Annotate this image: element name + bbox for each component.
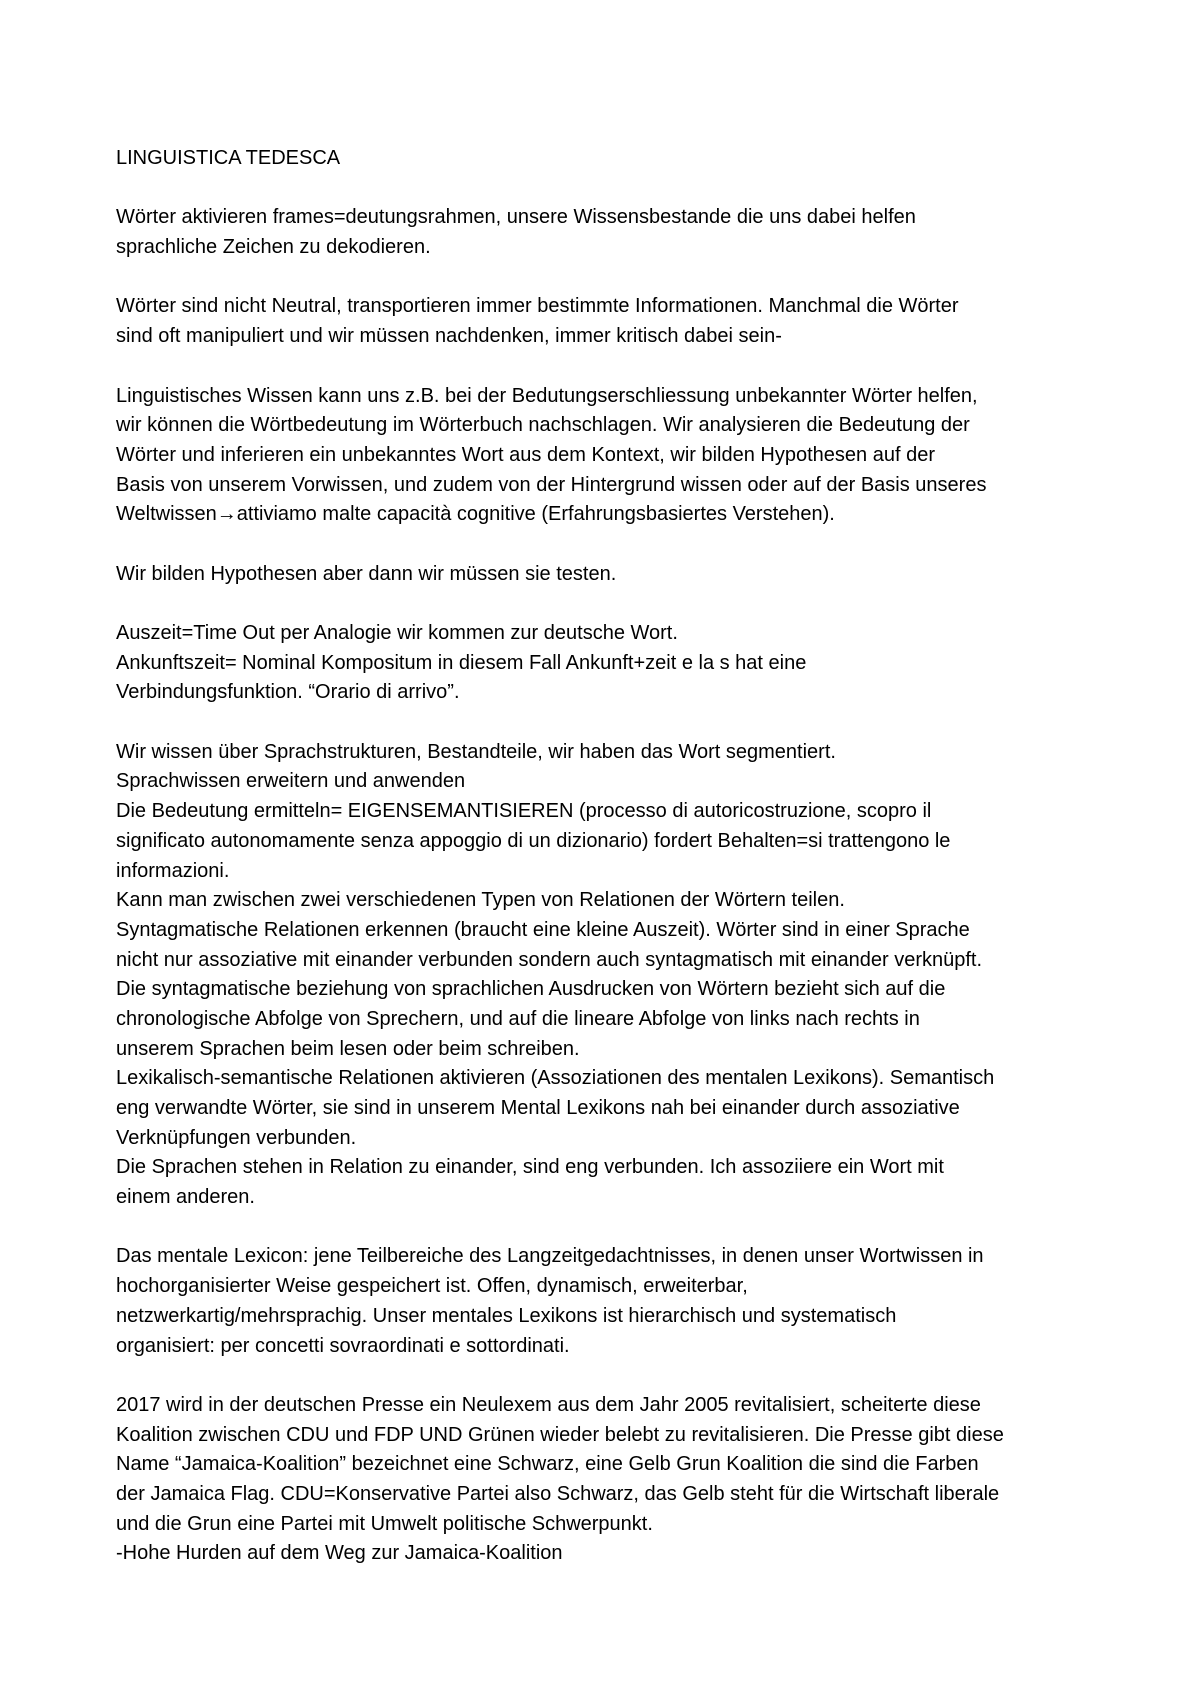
paragraph-gap [116,263,1106,293]
paragraph-gap [116,1213,1106,1243]
text-line: Basis von unserem Vorwissen, und zudem von der Hintergrund wissen oder auf der Basis unseres [116,473,987,496]
paragraph-gap [116,352,1106,382]
text-line: eng verwandte Wörter, sie sind in unserem Mental Lexikons nah bei einander durch assoziative [116,1097,960,1119]
text-line: einem anderen. [116,1186,255,1209]
text-line: sprachliche Zeichen zu dekodieren. [116,236,431,259]
paragraph-examples [116,619,1106,708]
text-line: Ankunftszeit= Nominal Kompositum in diesem Fall Ankunft+zeit e la s hat eine [116,651,807,674]
text-line: 2017 wird in der deutschen Presse ein Neulexem aus dem Jahr 2005 revitalisiert, scheiterte diese [116,1393,981,1416]
text-line: Kann man zwischen zwei verschiedenen Typen von Relationen der Wörtern teilen. [116,889,845,912]
document-title: LINGUISTICA TEDESCA [116,147,341,169]
text-line: Koalition zwischen CDU und FDP UND Grünen wieder belebt zu revitalisieren. Die Presse gibt diese [116,1423,1004,1446]
text-line: unserem Sprachen beim lesen oder beim schreiben. [116,1037,580,1060]
text-line: Auszeit=Time Out per Analogie wir kommen zur deutsche Wort. [116,622,678,644]
paragraph-gap [116,530,1106,560]
text-line: sind oft manipuliert und wir müssen nachdenken, immer kritisch dabei sein- [116,325,782,348]
paragraph-gap [116,589,1106,619]
paragraph-linguistic-knowledge [116,382,1106,530]
text-line: informazioni. [116,859,230,882]
text-line: Wörter und inferieren ein unbekanntes Wort aus dem Kontext, wir bilden Hypothesen auf der [116,443,935,466]
text-line: und die Grun eine Partei mit Umwelt politische Schwerpunkt. [116,1512,653,1535]
paragraph-hypotheses [116,560,1106,590]
text-line: Die Bedeutung ermitteln= EIGENSEMANTISIEREN (processo di autoricostruzione, scopro il [116,800,932,823]
paragraph-gap [116,174,1106,204]
text-line: Wörter sind nicht Neutral, transportieren immer bestimmte Informationen. Manchmal die Wörter [116,295,959,318]
text-line: Verbindungsfunktion. “Orario di arrivo”. [116,681,460,704]
text-line: -Hohe Hurden auf dem Weg zur Jamaica-Koalition [116,1542,563,1565]
text-line: Die Sprachen stehen in Relation zu einander, sind eng verbunden. Ich assoziiere ein Wort mit [116,1156,944,1179]
text-line: Weltwissen→attiviamo malte capacità cognitive (Erfahrungsbasiertes Verstehen). [116,503,835,526]
text-line: Das mentale Lexicon: jene Teilbereiche des Langzeitgedachtnisses, in denen unser Wortwissen in [116,1245,984,1268]
text-line: organisiert: per concetti sovraordinati e sottordinati. [116,1334,570,1357]
paragraph-gap [116,708,1106,738]
text-line: nicht nur assoziative mit einander verbunden sondern auch syntagmatisch mit einander verknüpft. [116,948,983,971]
text-line: Wörter aktivieren frames=deutungsrahmen, unsere Wissensbestande die uns dabei helfen [116,206,916,229]
text-line: wir können die Wörtbedeutung im Wörterbuch nachschlagen. Wir analysieren die Bedeutung der [116,414,970,437]
text-line: Wir bilden Hypothesen aber dann wir müssen sie testen. [116,562,617,585]
paragraph-mental-lexicon [116,1242,1106,1361]
paragraph-gap [116,1361,1106,1391]
text-line: Syntagmatische Relationen erkennen (braucht eine kleine Auszeit). Wörter sind in einer Sprache [116,918,970,941]
text-line: Sprachwissen erweitern und anwenden [116,770,466,793]
text-line: chronologische Abfolge von Sprechern, und auf die lineare Abfolge von links nach rechts in [116,1007,920,1030]
text-line: Die syntagmatische beziehung von sprachlichen Ausdrucken von Wörtern bezieht sich auf die [116,978,946,1001]
paragraph-neutral [116,292,1106,351]
text-line: Linguistisches Wissen kann uns z.B. bei der Bedutungserschliessung unbekannter Wörter helfen, [116,384,978,407]
text-line: hochorganisierter Weise gespeichert ist. Offen, dynamisch, erweiterbar, [116,1275,748,1298]
text-line: Verknüpfungen verbunden. [116,1126,357,1149]
paragraph-frames [116,203,1106,262]
document-body [116,144,1106,1569]
paragraph-jamaica-coalition [116,1391,1106,1569]
text-line: Wir wissen über Sprachstrukturen, Bestandteile, wir haben das Wort segmentiert. [116,740,836,763]
paragraph-relations [116,738,1106,1213]
text-line: Lexikalisch-semantische Relationen aktivieren (Assoziationen des mentalen Lexikons). Semantisch [116,1067,995,1090]
text-line: significato autonomamente senza appoggio di un dizionario) fordert Behalten=si trattengono le [116,829,951,852]
text-line: Name “Jamaica-Koalition” bezeichnet eine Schwarz, eine Gelb Grun Koalition die sind die Farben [116,1453,979,1476]
text-line: netzwerkartig/mehrsprachig. Unser mentales Lexikons ist hierarchisch und systematisch [116,1304,897,1327]
text-line: der Jamaica Flag. CDU=Konservative Partei also Schwarz, das Gelb steht für die Wirtschaft liberale [116,1482,1000,1505]
